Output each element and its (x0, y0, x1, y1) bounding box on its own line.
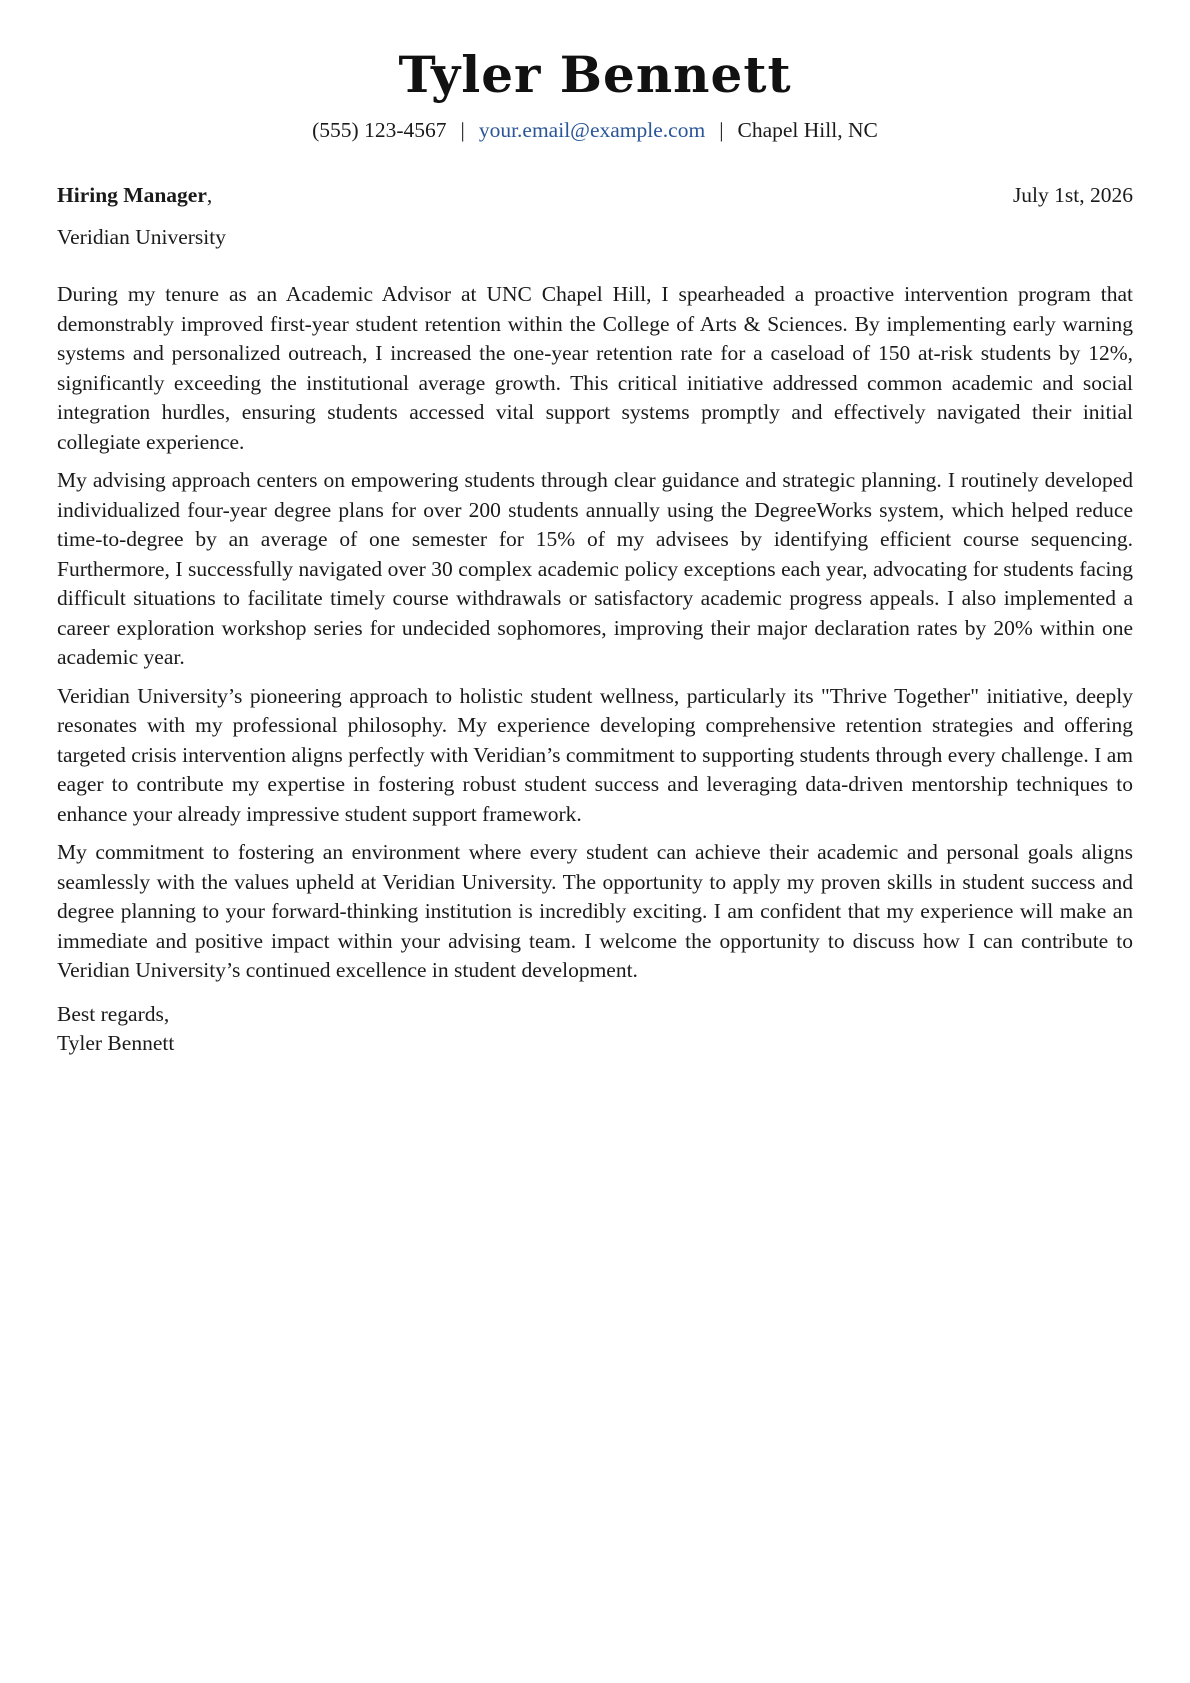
salutation-row (57, 180, 1133, 210)
letter-date: July 1st, 2026 (1012, 183, 1133, 207)
body-paragraph: During my tenure as an Academic Advisor at UNC Chapel Hill, I spearheaded a proactive intervention program that demonstrably improved first-year student retention within the College of Arts & Sciences. By implementing early warning systems and personalized outreach, I increased the one-year retention rate for a caseload of 150 at-risk students by 12%, significantly exceeding the institutional average growth. This critical initiative addressed common academic and social integration hurdles, ensuring students accessed vital support systems promptly and effectively navigated their initial collegiate experience. (57, 282, 1133, 454)
phone-number: (555) 123-4567 (312, 118, 447, 142)
recipient-suffix: , (206, 183, 213, 207)
body-paragraph: My commitment to fostering an environment where every student can achieve their academic and personal goals aligns seamlessly with the values upheld at Veridian University. The opportunity to apply my proven skills in student success and degree planning to your forward-thinking institution is incredibly exciting. I am confident that my experience will make an immediate and positive impact within your advising team. I welcome the opportunity to discuss how I can contribute to Veridian University’s continued excellence in student development. (57, 840, 1133, 982)
letter-closing (57, 1000, 1133, 1059)
contact-separator: | (460, 118, 465, 142)
location: Chapel Hill, NC (737, 118, 878, 142)
body-paragraph: Veridian University’s pioneering approach to holistic student wellness, particularly its "Thrive Together" initiative, deeply resonates with my professional philosophy. My experience developing comprehensive retention strategies and offering targeted crisis intervention aligns perfectly with Veridian’s commitment to supporting students through every challenge. I am eager to contribute my expertise in fostering robust student success and leveraging data-driven mentorship techniques to enhance your already impressive student support framework. (57, 683, 1133, 826)
email-link[interactable]: your.email@example.com (478, 118, 706, 142)
recipient (57, 180, 212, 210)
signature-name: Tyler Bennett (57, 1031, 175, 1055)
contact-line (57, 115, 1133, 145)
recipient-name: Hiring Manager (57, 183, 207, 207)
cover-letter-page (57, 0, 1133, 1059)
body-paragraph: My advising approach centers on empowering students through clear guidance and strategic planning. I routinely developed individualized four-year degree plans for over 200 students annually using the DegreeWorks system, which helped reduce time-to-degree by an average of one semester for 15% of my advisees by identifying efficient course sequencing. Furthermore, I successfully navigated over 30 complex academic policy exceptions each year, advocating for students facing difficult situations to facilitate timely course withdrawals or satisfactory academic progress appeals. I also implemented a career exploration workshop series for undecided sophomores, improving their major declaration rates by 20% within one academic year. (57, 468, 1133, 669)
applicant-name: Tyler Bennett (398, 45, 792, 104)
recipient-organization: Veridian University (57, 225, 226, 249)
contact-separator: | (719, 118, 724, 142)
closing-phrase: Best regards, (57, 1001, 170, 1026)
letter-body (57, 280, 1133, 986)
